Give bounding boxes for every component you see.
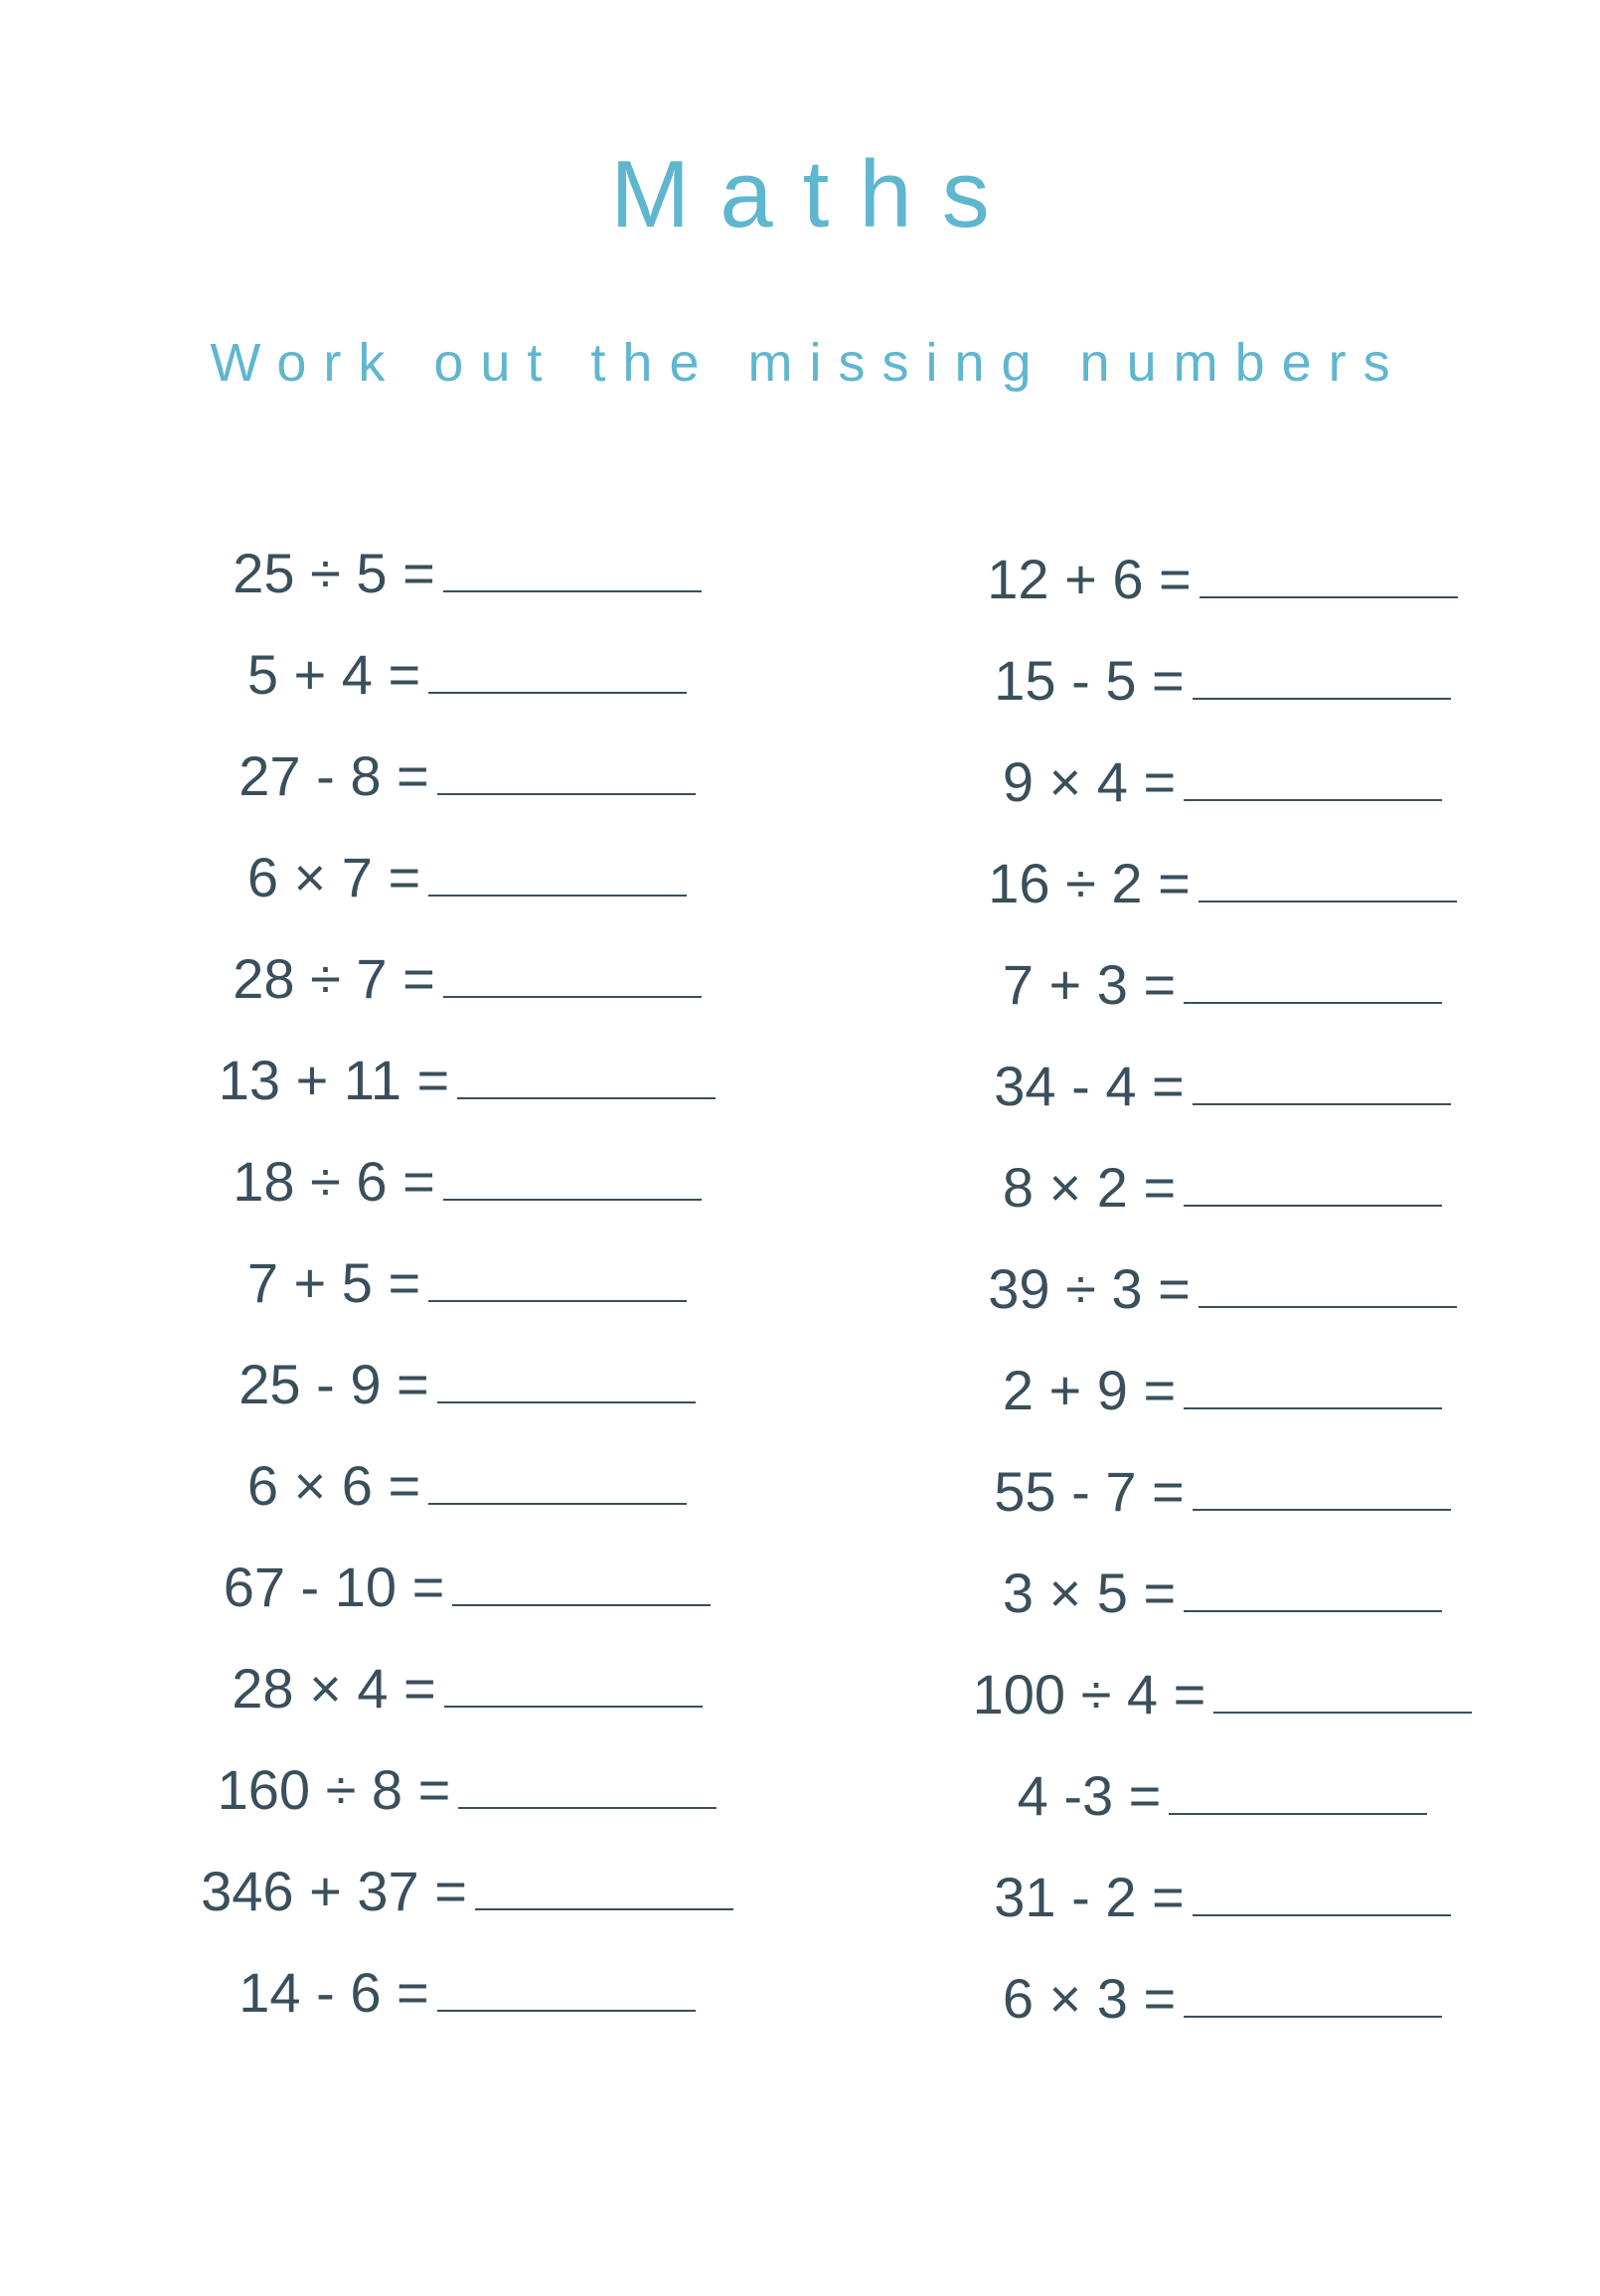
question-text: 7 + 3 = [1002,953,1177,1016]
answer-blank[interactable] [1184,1564,1442,1612]
answer-blank[interactable] [1193,1463,1451,1511]
answer-blank[interactable] [428,849,687,897]
answer-blank[interactable] [1199,855,1457,902]
question-text: 67 - 10 = [223,1556,445,1618]
question-text: 5 + 4 = [246,643,421,706]
answer-blank[interactable] [437,1356,696,1403]
answer-blank[interactable] [444,1660,703,1708]
answer-blank[interactable] [1213,1666,1472,1714]
question-text: 12 + 6 = [987,548,1192,610]
answer-blank[interactable] [443,1153,702,1201]
question-row [875,750,1570,813]
question-row [875,1156,1570,1219]
question-text: 25 - 9 = [239,1353,429,1415]
question-row [119,1961,815,2024]
question-row [119,1150,815,1213]
answer-blank[interactable] [428,646,687,694]
question-row [119,1049,815,1111]
question-row [119,846,815,908]
question-row [875,1359,1570,1421]
question-row [875,1055,1570,1117]
answer-blank[interactable] [1193,1869,1451,1916]
answer-blank[interactable] [1184,1159,1442,1207]
question-text: 14 - 6 = [239,1961,429,2024]
question-row [875,852,1570,914]
question-text: 8 × 2 = [1002,1156,1177,1219]
question-text: 55 - 7 = [994,1460,1185,1523]
question-row [875,649,1570,712]
answer-blank[interactable] [428,1254,687,1302]
answer-blank[interactable] [1169,1767,1427,1815]
question-row [119,1657,815,1720]
question-row [119,744,815,807]
answer-blank[interactable] [1184,1970,1442,2018]
question-row [875,1764,1570,1827]
answer-blank[interactable] [1184,956,1442,1004]
question-row [875,1866,1570,1928]
question-text: 28 × 4 = [232,1657,436,1720]
question-row [119,1860,815,1922]
answer-blank[interactable] [1200,551,1458,598]
answer-blank[interactable] [437,747,696,795]
question-row [875,953,1570,1016]
question-text: 9 × 4 = [1002,750,1177,813]
question-text: 100 ÷ 4 = [972,1663,1206,1725]
question-text: 6 × 3 = [1002,1967,1177,2030]
question-text: 25 ÷ 5 = [233,542,435,604]
answer-blank[interactable] [437,1964,696,2012]
question-row [119,947,815,1010]
question-text: 31 - 2 = [994,1866,1185,1928]
question-row [875,1663,1570,1725]
question-text: 2 + 9 = [1002,1359,1177,1421]
answer-blank[interactable] [443,950,702,998]
question-text: 34 - 4 = [994,1055,1185,1117]
question-row [119,1251,815,1314]
question-row [875,548,1570,610]
question-text: 27 - 8 = [239,744,429,807]
question-row [875,1561,1570,1624]
question-text: 346 + 37 = [201,1860,467,1922]
question-row [875,1460,1570,1523]
question-text: 15 - 5 = [994,649,1185,712]
question-text: 3 × 5 = [1002,1561,1177,1624]
question-text: 39 ÷ 3 = [988,1257,1191,1320]
worksheet-subtitle: Work out the missing numbers [210,333,1407,393]
question-row [875,1967,1570,2030]
question-text: 4 -3 = [1017,1764,1162,1827]
question-text: 6 × 6 = [246,1454,421,1517]
answer-blank[interactable] [452,1558,711,1606]
question-row [119,542,815,604]
question-text: 6 × 7 = [246,846,421,908]
question-text: 28 ÷ 7 = [233,947,435,1010]
answer-blank[interactable] [458,1761,717,1809]
question-text: 13 + 11 = [218,1049,450,1111]
question-text: 7 + 5 = [246,1251,421,1314]
question-text: 16 ÷ 2 = [988,852,1191,914]
question-row [119,1556,815,1618]
question-row [119,1454,815,1517]
answer-blank[interactable] [1193,1058,1451,1105]
answer-blank[interactable] [443,545,702,592]
answer-blank[interactable] [457,1052,716,1099]
question-row [875,1257,1570,1320]
answer-blank[interactable] [1193,652,1451,700]
question-text: 160 ÷ 8 = [217,1758,451,1821]
answer-blank[interactable] [1199,1260,1457,1308]
question-row [119,1758,815,1821]
answer-blank[interactable] [428,1457,687,1505]
answer-blank[interactable] [1184,753,1442,801]
worksheet-title: Maths [610,141,1020,247]
answer-blank[interactable] [1184,1362,1442,1409]
question-row [119,1353,815,1415]
question-text: 18 ÷ 6 = [233,1150,435,1213]
question-row [119,643,815,706]
answer-blank[interactable] [475,1863,733,1910]
